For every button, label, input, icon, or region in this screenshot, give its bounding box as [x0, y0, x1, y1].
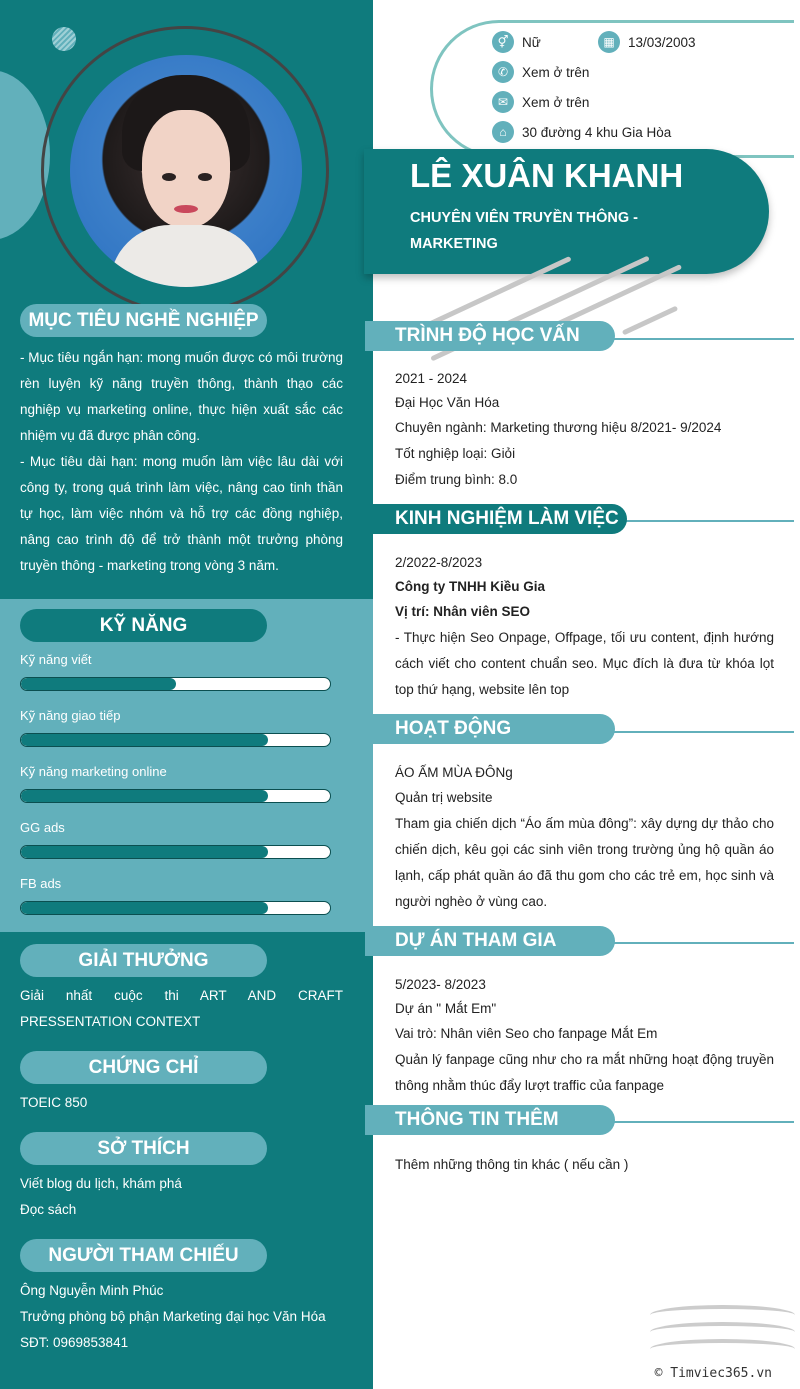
certs-text: TOEIC 850: [20, 1095, 88, 1110]
gender-icon: ⚥: [492, 31, 514, 53]
reference-role: Trưởng phòng bộ phận Marketing đại học Văn Hóa: [20, 1309, 326, 1324]
project-role: Vai trò: Nhân viên Seo cho fanpage Mắt Em: [395, 1026, 658, 1041]
mail-icon: ✉: [492, 91, 514, 113]
objective-short-text: - Mục tiêu ngắn hạn: mong muốn được có môi trường rèn luyện kỹ năng truyền thông, thành thạo các nghiệp vụ marketing online, thực hiện xuất sắc các nhiệm vụ đã được phân công.: [20, 350, 343, 443]
phone-icon: ✆: [492, 61, 514, 83]
objective-heading: MỤC TIÊU NGHỀ NGHIỆP: [20, 304, 267, 337]
skill-bar-fill: [21, 790, 268, 802]
gender-value: Nữ: [522, 34, 541, 50]
education-major: Chuyên ngành: Marketing thương hiệu 8/2021- 9/2024: [395, 420, 722, 435]
hobby-item: Viết blog du lịch, khám phá: [20, 1176, 182, 1191]
skill-bar-fill: [21, 734, 268, 746]
skill-label: Kỹ năng marketing online: [20, 764, 167, 779]
experience-company: Công ty TNHH Kiều Gia: [395, 579, 546, 594]
activities-heading: HOẠT ĐỘNG: [365, 714, 615, 744]
full-name: LÊ XUÂN KHANH: [410, 157, 684, 194]
skill-bar: [20, 677, 331, 691]
hobbies-heading: SỞ THÍCH: [20, 1132, 267, 1165]
skill-label: FB ads: [20, 876, 62, 891]
skill-bar-fill: [21, 846, 268, 858]
objective-long-text: - Mục tiêu dài hạn: mong muốn làm việc lâu dài với công ty, trong quá trình làm việc, nâng cao tinh thần tự học, làm việc nhóm và hỗ trợ các đồng nghiệp, nâng cao trình độ để trở thành một trưởng phòng truyền thông - marketing trong vòng 3 năm.: [20, 454, 343, 573]
project-desc: Quản lý fanpage cũng như cho ra mắt những hoạt động truyền thông nhằm thúc đẩy lượt traffic của fanpage: [395, 1052, 774, 1093]
reference-phone: SĐT: 0969853841: [20, 1335, 129, 1350]
skills-heading: KỸ NĂNG: [20, 609, 267, 642]
awards-heading: GIẢI THƯỞNG: [20, 944, 267, 977]
gender-field: [492, 31, 541, 53]
skill-bar-fill: [21, 902, 268, 914]
activity-name: ÁO ẤM MÙA ĐÔNg: [395, 765, 513, 780]
education-period: 2021 - 2024: [395, 371, 468, 386]
address-field: [492, 121, 671, 143]
skill-bar: [20, 901, 331, 915]
education-heading: TRÌNH ĐỘ HỌC VẤN: [365, 321, 615, 351]
watermark: © Timviec365.vn: [654, 1366, 772, 1381]
extra-heading: THÔNG TIN THÊM: [365, 1105, 615, 1135]
experience-heading: KINH NGHIỆM LÀM VIỆC: [365, 504, 627, 534]
dob-value: 13/03/2003: [628, 34, 696, 50]
activity-role: Quản trị website: [395, 790, 493, 805]
experience-desc: - Thực hiện Seo Onpage, Offpage, tối ưu content, định hướng cách viết cho content chuẩn seo. Mục đích là đưa từ khóa lọt top thứ hạng, website lên top: [395, 630, 774, 697]
education-school: Đại Học Văn Hóa: [395, 395, 500, 410]
skill-label: Kỹ năng viết: [20, 652, 92, 667]
decor-circle-small: [52, 27, 76, 51]
hobby-item: Đọc sách: [20, 1202, 77, 1217]
email-field: [492, 91, 589, 113]
experience-position: Vị trí: Nhân viên SEO: [395, 604, 531, 619]
dob-field: [598, 31, 696, 53]
certs-heading: CHỨNG CHỈ: [20, 1051, 267, 1084]
projects-line: [610, 942, 794, 944]
name-banner: [364, 149, 769, 274]
activity-desc: Tham gia chiến dịch “Áo ấm mùa đông”: xây dựng dự thảo cho chiến dịch, kêu gọi các sinh viên trong trường ủng hộ quần áo lạnh, cấp phát quần áo đã thu gom cho các trẻ em, học sinh và người nghèo ở vùng cao.: [395, 816, 774, 909]
references-heading: NGƯỜI THAM CHIẾU: [20, 1239, 267, 1272]
education-line: [610, 338, 794, 340]
avatar: [70, 55, 302, 287]
home-icon: ⌂: [492, 121, 514, 143]
job-title: CHUYÊN VIÊN TRUYỀN THÔNG - MARKETING: [410, 210, 638, 252]
education-gpa: Điểm trung bình: 8.0: [395, 472, 518, 487]
address-value: 30 đường 4 khu Gia Hòa: [522, 124, 672, 140]
experience-period: 2/2022-8/2023: [395, 555, 483, 570]
extra-line: [610, 1121, 794, 1123]
skill-label: Kỹ năng giao tiếp: [20, 708, 121, 723]
skill-bar: [20, 789, 331, 803]
phone-field: [492, 61, 589, 83]
email-value: Xem ở trên: [522, 94, 590, 110]
phone-value: Xem ở trên: [522, 64, 590, 80]
project-period: 5/2023- 8/2023: [395, 977, 486, 992]
education-grade: Tốt nghiệp loại: Giỏi: [395, 446, 516, 461]
awards-text: Giải nhất cuộc thi ART AND CRAFT PRESSENTATION CONTEXT: [20, 988, 343, 1029]
skill-bar-fill: [21, 678, 176, 690]
skill-bar: [20, 845, 331, 859]
extra-text: Thêm những thông tin khác ( nếu cần ): [395, 1157, 629, 1172]
reference-name: Ông Nguyễn Minh Phúc: [20, 1283, 164, 1298]
experience-line: [622, 520, 794, 522]
activities-line: [610, 731, 794, 733]
calendar-icon: ▦: [598, 31, 620, 53]
skill-bar: [20, 733, 331, 747]
project-name: Dự án " Mắt Em": [395, 1001, 497, 1016]
projects-heading: DỰ ÁN THAM GIA: [365, 926, 615, 956]
skill-label: GG ads: [20, 820, 65, 835]
